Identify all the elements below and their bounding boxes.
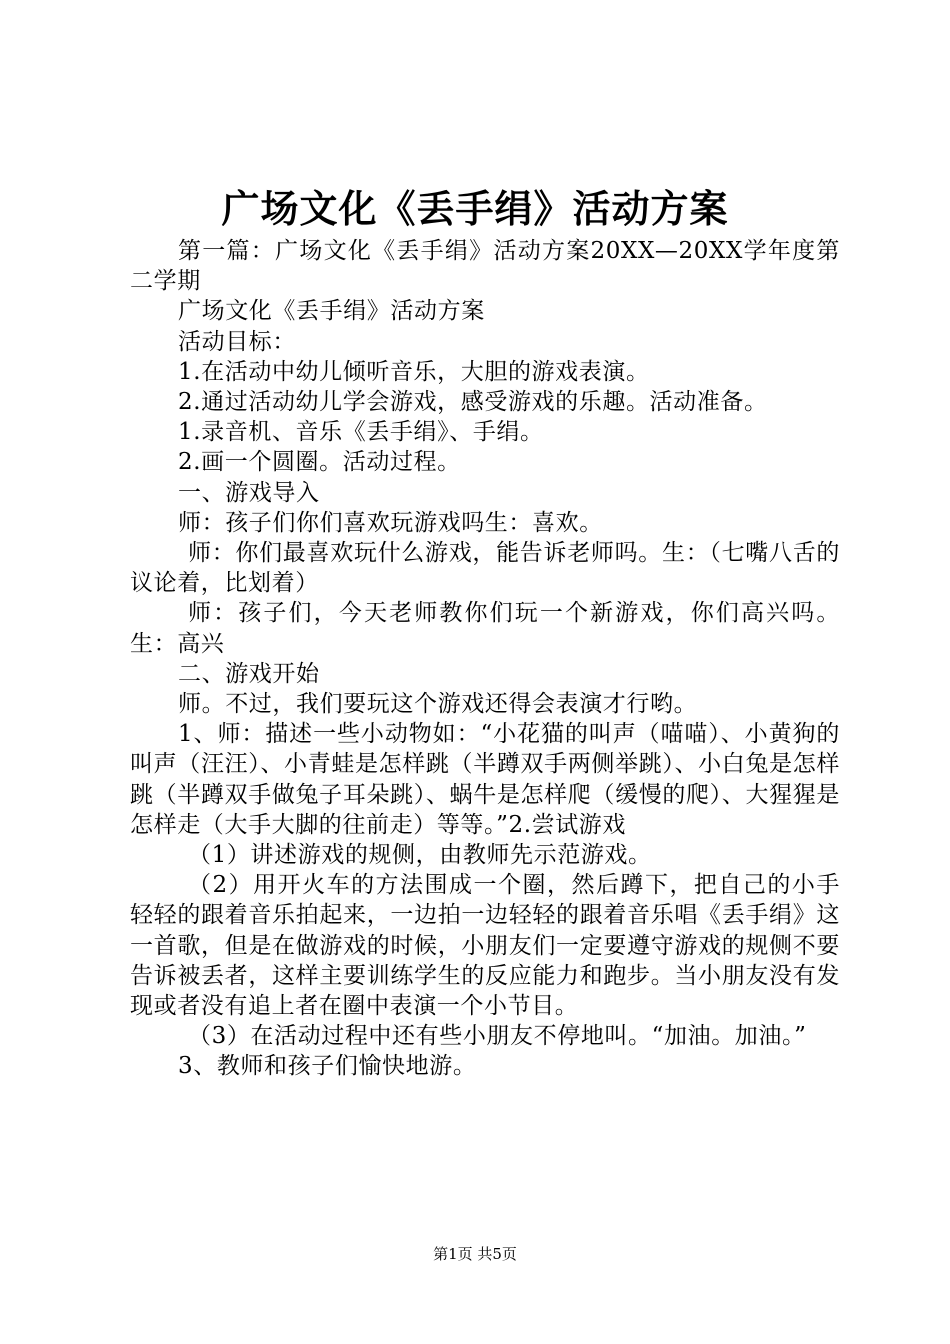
paragraph: 第一篇：广场文化《丢手绢》活动方案20XX—20XX学年度第二学期 [130, 238, 840, 295]
paragraph: 师：你们最喜欢玩什么游戏，能告诉老师吗。生：（七嘴八舌的议论着，比划着） [130, 540, 840, 597]
page-footer: 第1页 共5页 [433, 1245, 517, 1263]
paragraph: （2）用开火车的方法围成一个圈，然后蹲下，把自己的小手轻轻的跟着音乐拍起来，一边拍一边轻轻的跟着音乐唱《丢手绢》这一首歌，但是在做游戏的时候，小朋友们一定要遵守游戏的规侧不要告诉被丢者，这样主要训练学生的反应能力和跑步。当小朋友没有发现或者没有追上者在圈中表演一个小节目。 [130, 872, 840, 1020]
paragraph: 1、师：描述一些小动物如：“小花猫的叫声（喵喵）、小黄狗的叫声（汪汪）、小青蛙是怎样跳（半蹲双手两侧举跳）、小白兔是怎样跳（半蹲双手做兔子耳朵跳）、蜗牛是怎样爬（缓慢的爬）、大猩猩是怎样走（大手大脚的往前走）等等。”2.尝试游戏 [130, 721, 840, 838]
paragraph: 1.录音机、音乐《丢手绢》、手绢。 [178, 419, 544, 446]
paragraph: 广场文化《丢手绢》活动方案 [178, 298, 485, 325]
paragraph: 2.画一个圆圈。活动过程。 [178, 449, 461, 476]
paragraph: 二、游戏开始 [178, 660, 320, 687]
paragraph: 一、游戏导入 [178, 479, 320, 506]
paragraph: 活动目标： [178, 328, 296, 355]
paragraph: （1）讲述游戏的规侧，由教师先示范游戏。 [188, 842, 652, 869]
paragraph: 师。不过，我们要玩这个游戏还得会表演才行哟。 [178, 691, 698, 718]
paragraph: 师：孩子们，今天老师教你们玩一个新游戏，你们高兴吗。生：高兴 [130, 600, 840, 657]
document-title: 广场文化《丢手绢》活动方案 [221, 186, 729, 231]
paragraph: 3、教师和孩子们愉快地游。 [178, 1053, 477, 1080]
paragraph: 师：孩子们你们喜欢玩游戏吗生：喜欢。 [178, 509, 603, 536]
paragraph: 2.通过活动幼儿学会游戏，感受游戏的乐趣。活动准备。 [178, 389, 768, 416]
paragraph: （3）在活动过程中还有些小朋友不停地叫。“加油。加油。” [188, 1023, 807, 1050]
paragraph: 1.在活动中幼儿倾听音乐，大胆的游戏表演。 [178, 358, 650, 385]
document-body [130, 236, 840, 1082]
